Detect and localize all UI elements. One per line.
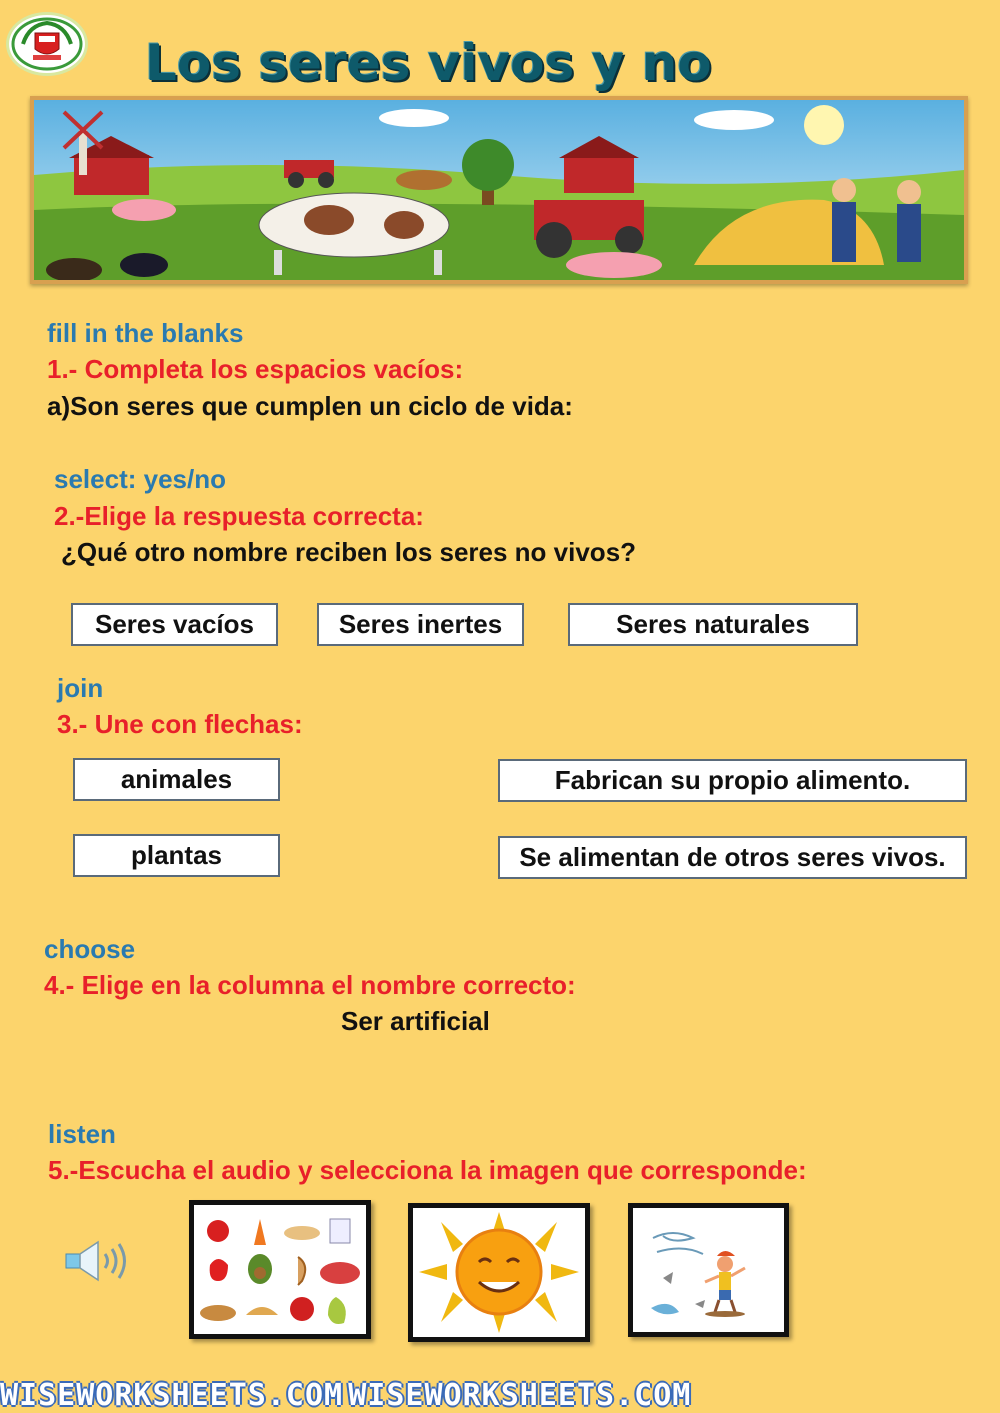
person-in-wind-image[interactable] xyxy=(628,1203,789,1337)
footer-brand-1: WISEWORKSHEETS.COM xyxy=(0,1378,344,1413)
section5-instruction: 5.-Escucha el audio y selecciona la imagen que corresponde: xyxy=(48,1155,807,1185)
section1-english-label: fill in the blanks xyxy=(47,318,244,348)
farm-scene-illustration xyxy=(30,96,968,284)
option-seres-inertes-button[interactable]: Seres inertes xyxy=(317,603,524,646)
speaker-icon[interactable] xyxy=(64,1240,130,1282)
option-seres-naturales-button[interactable]: Seres naturales xyxy=(568,603,858,646)
join-left-plantas[interactable]: plantas xyxy=(73,834,280,877)
section5-english-label: listen xyxy=(48,1119,116,1149)
smiling-sun-image[interactable] xyxy=(408,1203,590,1342)
section2-english-label: select: yes/no xyxy=(54,464,226,494)
join-left-animales[interactable]: animales xyxy=(73,758,280,801)
section4-english-label: choose xyxy=(44,934,136,964)
section2-instruction: 2.-Elige la respuesta correcta: xyxy=(54,501,424,531)
join-right-fabrican[interactable]: Fabrican su propio alimento. xyxy=(498,759,967,802)
school-crest-icon xyxy=(6,12,88,76)
join-right-se-alimentan[interactable]: Se alimentan de otros seres vivos. xyxy=(498,836,967,879)
page-title: Los seres vivos y no xyxy=(145,34,712,92)
section2-question: ¿Qué otro nombre reciben los seres no vivos? xyxy=(61,537,637,567)
section3-instruction: 3.- Une con flechas: xyxy=(57,709,303,739)
section4-instruction: 4.- Elige en la columna el nombre correcto: xyxy=(44,970,576,1000)
footer-brand-2: WISEWORKSHEETS.COM xyxy=(348,1378,692,1413)
food-items-image[interactable] xyxy=(189,1200,371,1339)
section1-question: a)Son seres que cumplen un ciclo de vida: xyxy=(47,391,573,421)
footer-brand-strip xyxy=(0,1378,1000,1413)
option-seres-vacios-button[interactable]: Seres vacíos xyxy=(71,603,278,646)
section1-instruction: 1.- Completa los espacios vacíos: xyxy=(47,354,464,384)
section3-english-label: join xyxy=(57,673,104,703)
section4-dropdown-value[interactable]: Ser artificial xyxy=(341,1006,490,1036)
